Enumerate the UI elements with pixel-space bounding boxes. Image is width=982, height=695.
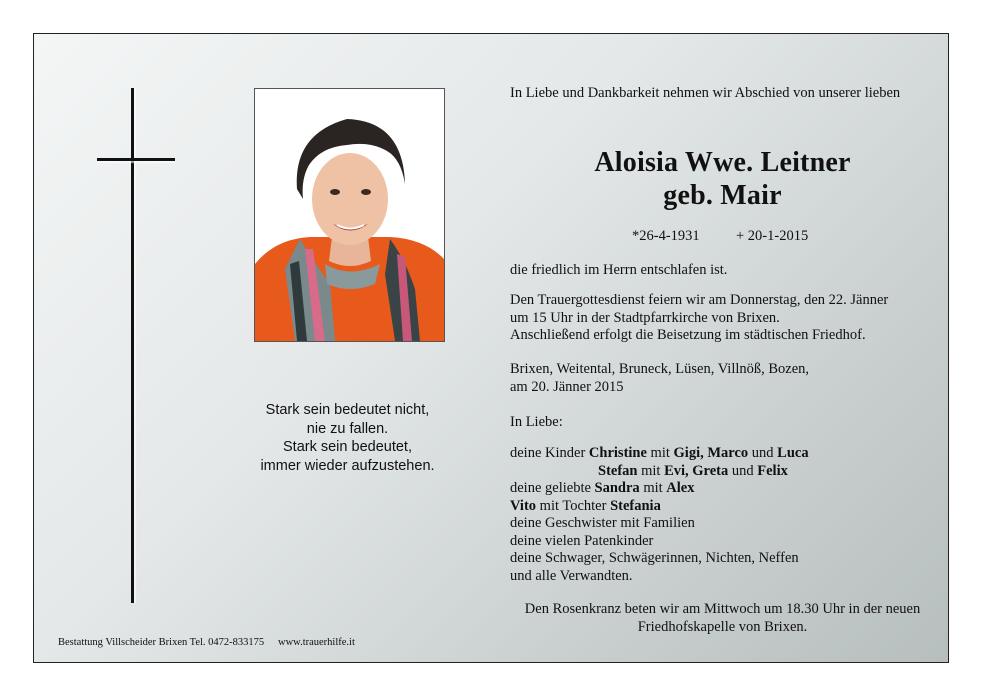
service-info xyxy=(510,292,888,345)
deceased-name xyxy=(510,146,935,212)
cross-icon xyxy=(131,88,134,603)
family-line: Stefan mit Evi, Greta und Felix xyxy=(598,462,788,479)
intro-text: In Liebe und Dankbarkeit nehmen wir Abschied von unserer lieben xyxy=(510,85,901,101)
service-line: Den Trauergottesdienst feiern wir am Donnerstag, den 22. Jänner xyxy=(510,292,889,308)
quote-line: Stark sein bedeutet, xyxy=(283,439,412,455)
rosary-line: Friedhofskapelle von Brixen. xyxy=(637,618,808,635)
death-date: + 20-1-2015 xyxy=(736,228,809,244)
birth-date: *26-4-1931 xyxy=(632,228,700,244)
rosary-line: Den Rosenkranz beten wir am Mittwoch um 18.30 Uhr in der neuen xyxy=(524,601,921,617)
quote-line: immer wieder aufzustehen. xyxy=(260,457,435,474)
cross-bar xyxy=(97,158,175,161)
portrait-photo xyxy=(254,88,445,342)
rosary-info xyxy=(510,601,935,636)
family-line: deine vielen Patenkinder xyxy=(510,532,654,549)
family-line: deine Kinder Christine mit Gigi, Marco und Luca xyxy=(510,445,809,461)
family-line: deine Schwager, Schwägerinnen, Nichten, Neffen xyxy=(510,550,799,566)
funeral-home-info: Bestattung Villscheider Brixen Tel. 0472-833175 xyxy=(58,637,265,648)
places-line: Brixen, Weitental, Bruneck, Lüsen, Villnöß, Bozen, xyxy=(510,361,810,377)
quote xyxy=(240,401,455,475)
family-line: deine geliebte Sandra mit Alex xyxy=(510,480,695,496)
name-line-2: geb. Mair xyxy=(663,180,782,211)
service-line: um 15 Uhr in der Stadtpfarrkirche von Brixen. xyxy=(510,309,780,326)
in-love-label: In Liebe: xyxy=(510,414,563,430)
passed-text: die friedlich im Herrn entschlafen ist. xyxy=(510,262,728,278)
family-line: Vito mit Tochter Stefania xyxy=(510,497,661,514)
quote-line: Stark sein bedeutet nicht, xyxy=(265,402,430,418)
family-line: und alle Verwandten. xyxy=(510,567,633,584)
quote-line: nie zu fallen. xyxy=(306,420,389,437)
service-line: Anschließend erfolgt die Beisetzung im städtischen Friedhof. xyxy=(510,327,866,343)
family-list xyxy=(510,445,930,585)
website-link[interactable]: www.trauerhilfe.it xyxy=(278,637,355,648)
date-line: am 20. Jänner 2015 xyxy=(510,378,624,395)
family-line: deine Geschwister mit Familien xyxy=(510,515,695,531)
places-date xyxy=(510,361,809,396)
name-line-1: Aloisia Wwe. Leitner xyxy=(594,147,851,178)
